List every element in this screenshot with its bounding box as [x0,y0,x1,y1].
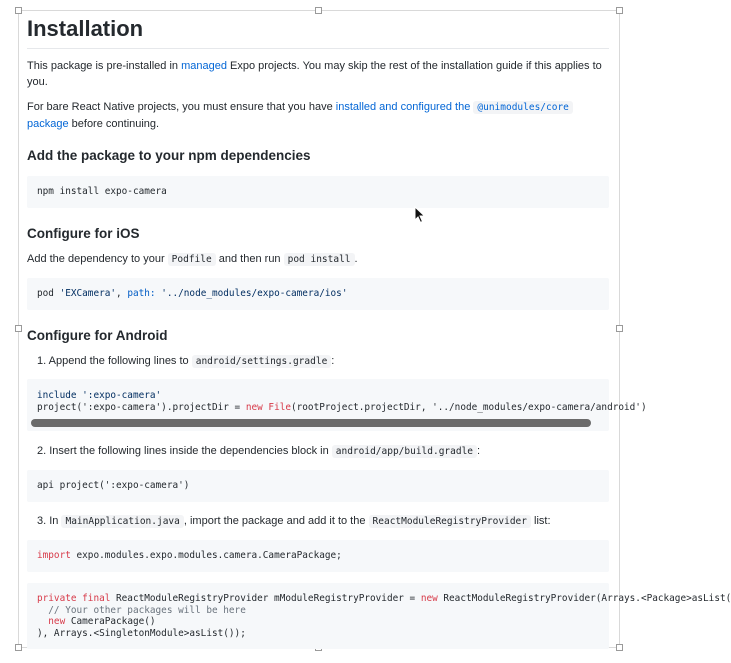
resize-handle-middle-left[interactable] [15,325,22,332]
ios-text-part: . [354,253,358,265]
code-token: CameraPackage() [65,616,156,627]
code-token: new [37,616,66,627]
intro-paragraph-2 [27,99,609,132]
managed-link[interactable]: managed [181,60,227,72]
code-comment: // Your other packages will be here [37,604,246,616]
step-text: 3. In [37,515,62,527]
step-text: 1. Append the following lines to [37,355,192,367]
android-step-3 [27,513,609,530]
android-step-2 [27,443,609,460]
pod-install-code: pod install [284,253,355,266]
code-token: , [116,288,128,299]
code-token: expo.modules.expo.modules.camera.CameraPackage; [70,550,342,561]
code-token: new File [245,401,291,413]
code-token: 'EXCamera' [59,288,117,299]
intro-text: Expo projects. You may skip the rest of the installation guide if this applies to you. [27,60,602,88]
step-text: : [477,445,481,457]
resize-handle-middle-right[interactable] [616,325,623,332]
document-content [27,12,731,652]
step-text: 2. Insert the following lines inside the dependencies block in [37,445,332,457]
ios-code-block [27,278,609,310]
android-provider-code-block [27,583,731,649]
intro-text: before continuing. [68,118,160,130]
code-token: new [420,593,438,604]
android-step-2-code-block [27,470,609,502]
resize-handle-top-right[interactable] [616,7,623,14]
code-token: path: [127,288,156,299]
android-import-code-block [27,540,609,572]
android-step-1 [27,353,609,370]
code-token: private final [37,593,111,604]
ios-text-part: and then run [215,253,284,265]
step-text: list: [530,515,551,527]
code-token: ReactModuleRegistryProvider(Arrays.<Package>asList( [437,593,731,604]
code-token: project(':expo-camera').projectDir = [37,401,246,413]
intro-paragraph-1 [27,58,609,90]
code-line: npm install expo-camera [37,186,167,197]
npm-code-block [27,176,609,208]
code-token: pod [37,288,60,299]
ios-text [27,251,609,268]
horizontal-scrollbar[interactable] [31,419,591,427]
podfile-code: Podfile [168,253,216,266]
unimodules-code: @unimodules/core [473,101,573,114]
link-text: package [27,118,69,130]
resize-handle-top-left[interactable] [15,7,22,14]
build-gradle-code: android/app/build.gradle [332,445,477,458]
ios-text-part: Add the dependency to your [27,253,168,265]
mouse-pointer-icon [414,206,426,224]
code-token: import [37,550,71,561]
android-step-1-code-wrapper [27,379,647,431]
code-token: '../node_modules/expo-camera/ios' [155,288,348,299]
settings-gradle-code: android/settings.gradle [192,355,332,368]
resize-handle-bottom-left[interactable] [15,644,22,651]
page-title: Installation [27,16,609,49]
intro-text: For bare React Native projects, you must ensure that you have [27,101,336,113]
code-line: ), Arrays.<SingletonModule>asList()); [37,627,246,639]
code-line: api project(':expo-camera') [37,480,190,491]
resize-handle-bottom-right[interactable] [616,644,623,651]
android-heading: Configure for Android [27,328,168,343]
step-text: : [331,355,335,367]
registry-provider-code: ReactModuleRegistryProvider [369,515,531,528]
code-token: ReactModuleRegistryProvider mModuleRegistryProvider = [110,593,421,604]
main-application-code: MainApplication.java [61,515,183,528]
code-token: (rootProject.projectDir, '../node_modules/expo-camera/android') [291,401,647,413]
step-text: , import the package and add it to the [183,515,369,527]
code-line: include ':expo-camera' [37,390,162,401]
ios-heading: Configure for iOS [27,226,140,241]
npm-heading: Add the package to your npm dependencies [27,148,311,163]
intro-text: This package is pre-installed in [27,60,182,72]
link-text: installed and configured the [335,101,474,113]
